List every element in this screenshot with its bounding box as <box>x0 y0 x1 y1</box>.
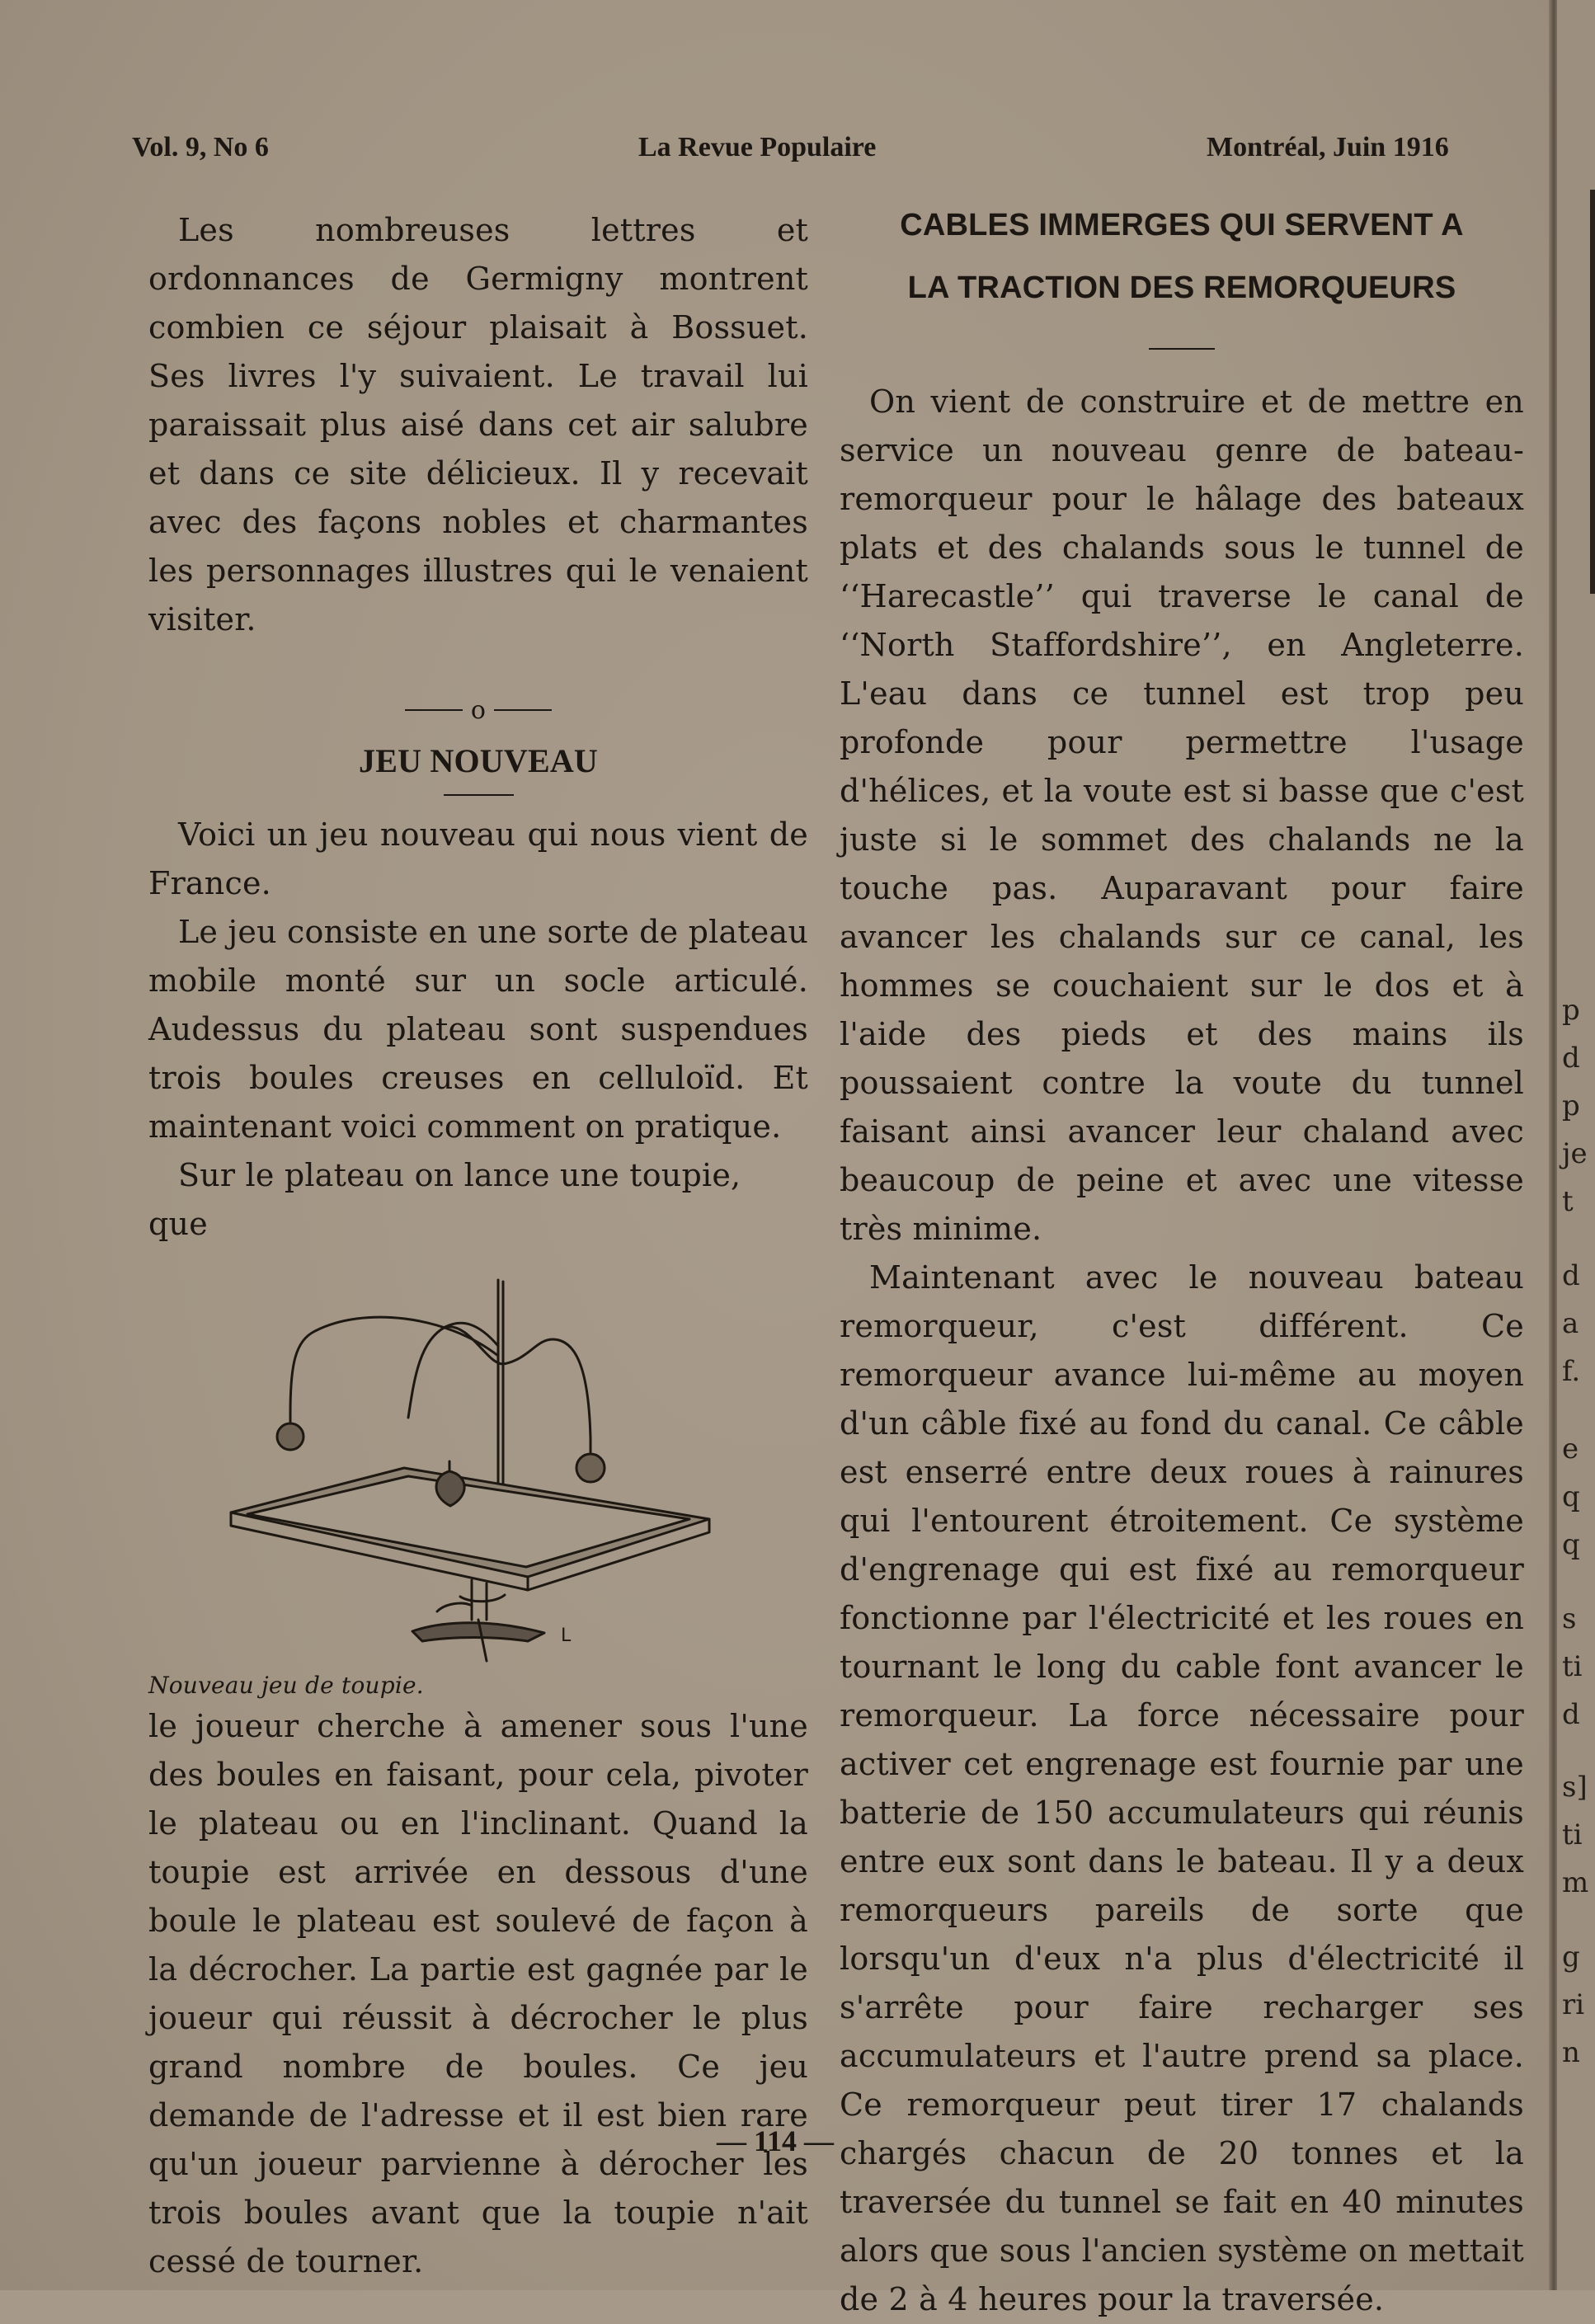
adjacent-text-fragment: e <box>1562 1433 1579 1465</box>
adjacent-text-fragment: m <box>1562 1866 1589 1899</box>
headline-rule <box>1149 348 1215 350</box>
adjacent-text-fragment: s] <box>1562 1771 1588 1804</box>
body-paragraph: Le jeu consiste en une sorte de plateau mobile monté sur un socle articulé. Audessus du plateau sont suspendues trois boules creuses en celluloïd. Et maintenant voici comment on pratique. <box>148 914 808 1145</box>
spinning-top-figure <box>148 1273 808 1702</box>
figure-label: L <box>561 1625 572 1646</box>
binding-gutter <box>1549 0 1557 2290</box>
adjacent-page-bar <box>1590 190 1595 594</box>
body-paragraph-continued: le joueur cherche à amener sous l'une des boules en faisant, pour cela, pivoter le plateau ou en l'inclinant. Quand la toupie est arrivée en dessous d'une boule le plateau est soulevé de façon à la décrocher. La partie est gagnée par le joueur qui réussit à décrocher le plus grand nombre de boules. Ce jeu demande de l'adresse et il est bien rare qu'un joueur parvienne à dérocher les trois boules avant que la toupie n'ait cessé de tourner. <box>148 1708 808 2279</box>
adjacent-text-fragment: d <box>1562 1698 1580 1731</box>
left-column <box>148 206 808 2286</box>
adjacent-text-fragment: d <box>1562 1259 1580 1292</box>
section-ornament: o <box>148 694 808 727</box>
adjacent-text-fragment: ri <box>1562 1988 1585 2021</box>
adjacent-text-fragment: p <box>1562 1089 1580 1122</box>
adjacent-page-edge <box>1557 0 1595 2290</box>
body-paragraph: Voici un jeu nouveau qui nous vient de France. <box>148 816 808 901</box>
toupie-illustration <box>198 1273 759 1669</box>
adjacent-text-fragment: q <box>1562 1480 1580 1513</box>
article-headline-line2: LA TRACTION DES REMORQUEURS <box>907 271 1456 305</box>
running-header <box>132 132 1517 173</box>
adjacent-text-fragment: f. <box>1562 1355 1581 1388</box>
right-column <box>840 198 1524 2324</box>
adjacent-text-fragment: g <box>1562 1941 1580 1974</box>
adjacent-text-fragment: t <box>1562 1185 1574 1218</box>
journal-title: La Revue Populaire <box>638 132 877 162</box>
volume-number: Vol. 9, No 6 <box>132 132 269 162</box>
adjacent-text-fragment: a <box>1562 1307 1579 1340</box>
article-paragraph: On vient de construire et de mettre en service un nouveau genre de bateau-remorqueur pour le hâlage des bateaux plats et des chalands sous le tunnel de ‘‘Harecastle’’ qui traverse le canal de ‘‘North Staffordshire’’, en Angleterre. L'eau dans ce tunnel est trop peu profonde pour permettre l'usage d'hélices, et la voute est si basse que c'est juste si le sommet des chalands ne la touche pas. Auparavant pour faire avancer les chalands sur ce canal, les hommes se couchaient sur le dos et à l'aide des pieds et des mains ils poussaient contre la voute du tunnel faisant ainsi avancer leur chaland avec beaucoup de peine et avec une vitesse très minime. <box>840 383 1524 1247</box>
section-title: JEU NOUVEAU <box>359 742 598 779</box>
adjacent-text-fragment: n <box>1562 2036 1580 2069</box>
adjacent-text-fragment: je <box>1562 1137 1588 1170</box>
adjacent-text-fragment: s <box>1562 1602 1577 1635</box>
adjacent-text-fragment: q <box>1562 1528 1580 1561</box>
page-number: — 114 — <box>716 2124 834 2157</box>
adjacent-text-fragment: ti <box>1562 1818 1583 1851</box>
article-paragraph: Maintenant avec le nouveau bateau remorqueur, c'est différent. Ce remorqueur avance lui-même au moyen d'un câble fixé au fond du canal. Ce câble est enserré entre deux roues à rainures qui l'entourent étroitement. Ce système d'engrenage qui est fixé au remorqueur fonctionne par l'électricité et les roues en tournant le long du cable font avancer le remorqueur. La force nécessaire pour activer cet engrenage est fournie par une batterie de 150 accumulateurs qui réunis entre eux sont dans le bateau. Il y a deux remorqueurs pareils de sorte que lorsqu'un d'eux n'a plus d'électricité il s'arrête pour faire recharger ses accumulateurs et l'autre prend sa place. Ce remorqueur peut tirer 17 chalands chargés chacun de 20 tonnes et la traversée du tunnel se fait en 40 minutes alors que sous l'ancien système on mettait de 2 à 4 heures pour la traversée. <box>840 1259 1524 2317</box>
figure-caption: Nouveau jeu de toupie. <box>148 1672 424 1699</box>
adjacent-text-fragment: ti <box>1562 1650 1583 1683</box>
place-date: Montréal, Juin 1916 <box>1207 132 1449 162</box>
body-paragraph: Sur le plateau on lance une toupie, que <box>148 1157 741 1242</box>
adjacent-text-fragment: d <box>1562 1042 1580 1075</box>
article-headline-line1: CABLES IMMERGES QUI SERVENT A <box>900 208 1464 242</box>
adjacent-text-fragment: p <box>1562 994 1580 1027</box>
title-rule <box>444 794 514 796</box>
bossuet-paragraph: Les nombreuses lettres et ordonnances de Germigny montrent combien ce séjour plaisait à Bossuet. Ses livres l'y suivaient. Le travail lui paraissait plus aisé dans cet air salubre et dans ce site délicieux. Il y recevait avec des façons nobles et charmantes les personnages illustres qui le venaient visiter. <box>148 212 808 637</box>
